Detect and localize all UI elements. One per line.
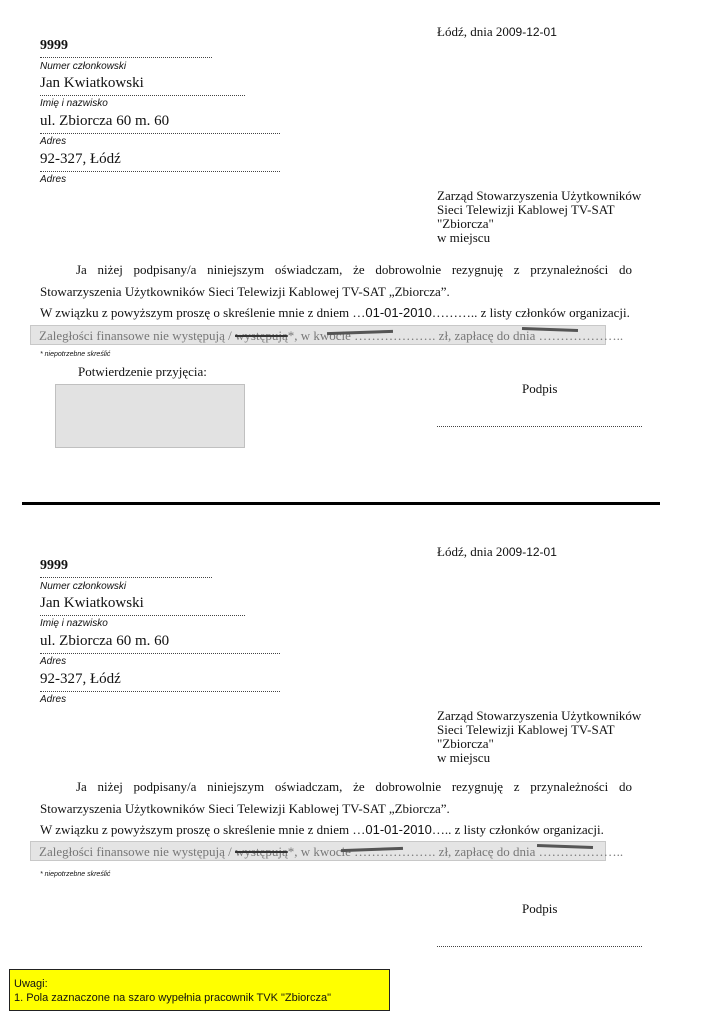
- address-line1-label: Adres: [40, 656, 67, 667]
- recipient-line: Zarząd Stowarzyszenia Użytkowników: [437, 188, 642, 203]
- member-number-label: Numer członkowski: [40, 581, 127, 592]
- struck-option: występują: [235, 328, 288, 343]
- signature-label: Podpis: [522, 381, 558, 396]
- full-name-label: Imię i nazwisko: [40, 98, 108, 109]
- date-value[interactable]: 09-12-01: [508, 545, 557, 559]
- member-number-line: [40, 577, 212, 578]
- member-number-value[interactable]: 9999: [40, 558, 68, 573]
- date-line: [437, 544, 557, 560]
- footnote: * niepotrzebne skreślić: [40, 871, 111, 878]
- declaration-line1: Ja niżej podpisany/a niniejszym oświadczam, że dobrowolnie rezygnuję z przynależności do: [76, 262, 632, 277]
- address-line2-line: [40, 171, 280, 172]
- member-number-label: Numer członkowski: [40, 61, 127, 72]
- member-number-line: [40, 57, 212, 58]
- date-line: [437, 24, 557, 40]
- full-name-value[interactable]: Jan Kwiatkowski: [40, 75, 144, 91]
- request-date[interactable]: 01-01-2010: [365, 305, 432, 320]
- date-prefix: Łódź, dnia 20: [437, 544, 509, 559]
- confirmation-box[interactable]: [55, 384, 245, 448]
- recipient-line: w miejscu: [437, 230, 491, 245]
- recipient-line: Zarząd Stowarzyszenia Użytkowników: [437, 708, 642, 723]
- request-line: W związku z powyższym proszę o skreślenie mnie z dniem …01-01-2010……….. z listy członków organizacji.: [40, 305, 630, 320]
- recipient-line: Sieci Telewizji Kablowej TV-SAT: [437, 722, 615, 737]
- confirmation-label: Potwierdzenie przyjęcia:: [78, 364, 207, 379]
- finance-field[interactable]: Zaległości finansowe nie występują / występują*, w kwocie ………………. zł, zapłacę do dnia ………………..: [30, 841, 606, 861]
- struck-option: występują: [235, 844, 288, 859]
- full-name-value[interactable]: Jan Kwiatkowski: [40, 595, 144, 611]
- address-line1-line: [40, 653, 280, 654]
- full-name-label: Imię i nazwisko: [40, 618, 108, 629]
- notes-box: [9, 969, 390, 1011]
- date-prefix: Łódź, dnia 20: [437, 24, 509, 39]
- recipient-line: "Zbiorcza": [437, 736, 494, 751]
- address-line2-label: Adres: [40, 174, 67, 185]
- declaration-line1: Ja niżej podpisany/a niniejszym oświadczam, że dobrowolnie rezygnuję z przynależności do: [76, 779, 632, 794]
- address-line2-line: [40, 691, 280, 692]
- notes-title: Uwagi:: [14, 978, 48, 990]
- date-value[interactable]: 09-12-01: [508, 25, 557, 39]
- address-line1-label: Adres: [40, 136, 67, 147]
- member-number-value[interactable]: 9999: [40, 38, 68, 53]
- signature-line[interactable]: [437, 426, 642, 427]
- address-line1-value[interactable]: ul. Zbiorcza 60 m. 60: [40, 113, 170, 129]
- declaration-line2: Stowarzyszenia Użytkowników Sieci Telewizji Kablowej TV-SAT „Zbiorcza”.: [40, 801, 450, 816]
- declaration-line2: Stowarzyszenia Użytkowników Sieci Telewizji Kablowej TV-SAT „Zbiorcza”.: [40, 284, 450, 299]
- address-line2-value[interactable]: 92-327, Łódź: [40, 151, 121, 167]
- notes-item: 1. Pola zaznaczone na szaro wypełnia pracownik TVK "Zbiorcza": [14, 992, 331, 1004]
- full-name-line: [40, 95, 245, 96]
- full-name-line: [40, 615, 245, 616]
- recipient-line: w miejscu: [437, 750, 491, 765]
- signature-line[interactable]: [437, 946, 642, 947]
- recipient-line: Sieci Telewizji Kablowej TV-SAT: [437, 202, 615, 217]
- recipient-block: [437, 189, 641, 245]
- recipient-block: [437, 709, 641, 765]
- recipient-line: "Zbiorcza": [437, 216, 494, 231]
- address-line2-label: Adres: [40, 694, 67, 705]
- address-line1-value[interactable]: ul. Zbiorcza 60 m. 60: [40, 633, 170, 649]
- footnote: * niepotrzebne skreślić: [40, 351, 111, 358]
- address-line2-value[interactable]: 92-327, Łódź: [40, 671, 121, 687]
- address-line1-line: [40, 133, 280, 134]
- cut-line: [22, 502, 660, 505]
- request-date[interactable]: 01-01-2010: [365, 822, 432, 837]
- request-line: W związku z powyższym proszę o skreślenie mnie z dniem …01-01-2010….. z listy członków organizacji.: [40, 822, 604, 837]
- signature-label: Podpis: [522, 901, 558, 916]
- finance-field[interactable]: Zaległości finansowe nie występują / występują*, w kwocie ………………. zł, zapłacę do dnia ………………..: [30, 325, 606, 345]
